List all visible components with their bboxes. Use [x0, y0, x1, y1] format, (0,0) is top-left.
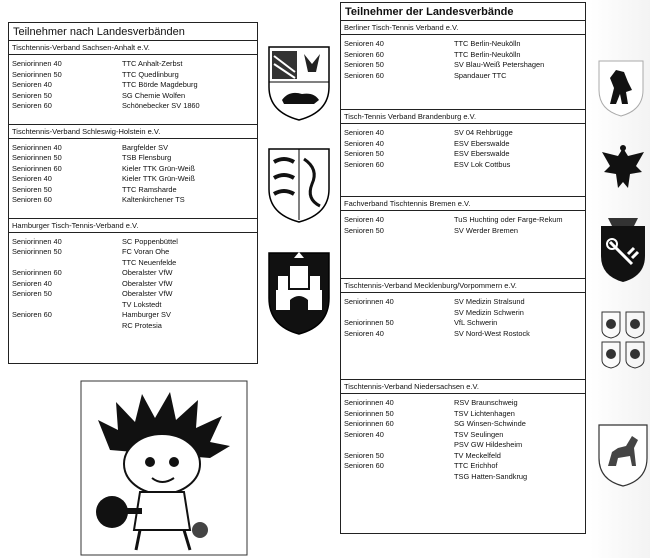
- club-name: FC Voran Ohe: [122, 247, 170, 256]
- club-name: TSV Seulingen: [454, 429, 504, 439]
- category-label: Senioren 60: [344, 461, 384, 470]
- club-name: Kieler TTK Grün-Weiß: [122, 163, 195, 173]
- club-name: Hamburger SV: [122, 310, 171, 319]
- section-title: Fachverband Tischtennis Bremen e.V.: [341, 196, 585, 211]
- section-rows: [341, 124, 585, 190]
- section-rows: [341, 394, 585, 502]
- category-label: Seniorinnen 50: [344, 408, 394, 418]
- participant-row: [344, 160, 582, 171]
- right-panel-title: Teilnehmer der Landesverbände: [341, 3, 585, 21]
- club-name: SV Medizin Stralsund: [454, 297, 525, 306]
- participant-row: [344, 139, 582, 150]
- participant-row: [344, 451, 582, 462]
- category-label: [12, 321, 122, 332]
- club-name: TSB Flensburg: [122, 153, 172, 162]
- club-name: TSG Hatten-Sandkrug: [454, 471, 528, 481]
- club-name: SV 04 Rehbrügge: [454, 128, 513, 137]
- club-name: RC Protesia: [122, 320, 162, 330]
- participant-row: [12, 70, 254, 81]
- participant-row: [12, 80, 254, 91]
- category-label: [12, 258, 122, 269]
- schleswig-holstein-crest-icon: [264, 144, 334, 224]
- category-label: Seniorinnen 50: [12, 69, 62, 79]
- participant-row: [344, 39, 582, 50]
- category-label: Senioren 40: [344, 138, 384, 148]
- club-name: TV Meckelfeld: [454, 450, 501, 460]
- category-label: Seniorinnen 40: [12, 142, 62, 152]
- category-label: Seniorinnen 60: [12, 268, 62, 277]
- category-label: Senioren 50: [344, 225, 384, 235]
- club-name: TTC Quedlinburg: [122, 69, 179, 79]
- category-label: Senioren 60: [344, 159, 384, 169]
- participant-row: [12, 143, 254, 154]
- category-label: [344, 472, 454, 483]
- club-name: TTC Börde Magdeburg: [122, 80, 198, 89]
- participant-row: [344, 215, 582, 226]
- category-label: Senioren 40: [344, 328, 384, 338]
- brandenburg-eagle-crest-icon: [598, 138, 648, 198]
- club-name: SV Nord-West Rostock: [454, 328, 530, 338]
- category-label: Seniorinnen 50: [344, 318, 394, 327]
- section-rows: [341, 35, 585, 103]
- club-name: SV Werder Bremen: [454, 225, 518, 235]
- club-name: SC Poppenbüttel: [122, 236, 178, 246]
- participant-row: [12, 247, 254, 258]
- participant-row: [12, 321, 254, 332]
- participant-row: [344, 472, 582, 483]
- category-label: Senioren 50: [12, 289, 52, 298]
- participant-row: [12, 289, 254, 300]
- club-name: SG Winsen-Schwinde: [454, 419, 526, 428]
- participant-row: [344, 308, 582, 319]
- section-rows: [341, 293, 585, 373]
- category-label: Senioren 40: [344, 39, 384, 48]
- category-label: Senioren 50: [344, 450, 384, 460]
- left-panel-title: Teilnehmer nach Landesverbänden: [9, 23, 257, 41]
- left-participants-panel: [8, 22, 258, 364]
- club-name: TTC Ramsharde: [122, 184, 177, 194]
- participant-row: [344, 297, 582, 308]
- berlin-bear-crest-icon: [596, 58, 646, 118]
- category-label: Seniorinnen 40: [12, 59, 62, 68]
- club-name: TV Lokstedt: [122, 299, 162, 309]
- section-title: Tischtennis-Verband Mecklenburg/Vorpommern e.V.: [341, 278, 585, 293]
- category-label: Senioren 50: [12, 90, 52, 100]
- category-label: Senioren 40: [12, 174, 52, 183]
- participant-row: [344, 50, 582, 61]
- participant-row: [12, 101, 254, 112]
- club-name: ESV Eberswalde: [454, 138, 510, 148]
- category-label: Senioren 50: [12, 184, 52, 194]
- participant-row: [344, 419, 582, 430]
- participant-row: [344, 60, 582, 71]
- category-label: Senioren 60: [344, 49, 384, 59]
- table-tennis-mascot-illustration: [80, 380, 248, 556]
- category-label: Seniorinnen 40: [344, 297, 394, 306]
- club-name: SV Blau-Weiß Petershagen: [454, 60, 545, 69]
- category-label: Senioren 60: [12, 195, 52, 204]
- participant-row: [344, 329, 582, 340]
- section-title: Hamburger Tisch-Tennis-Verband e.V.: [9, 218, 257, 233]
- participant-row: [12, 310, 254, 321]
- category-label: Senioren 60: [12, 310, 52, 319]
- section-rows: [341, 211, 585, 272]
- category-label: [344, 308, 454, 319]
- club-name: TTC Anhalt-Zerbst: [122, 59, 183, 68]
- category-label: Seniorinnen 40: [12, 236, 62, 246]
- club-name: ESV Lok Cottbus: [454, 159, 511, 169]
- club-name: TSV Lichtenhagen: [454, 408, 515, 418]
- category-label: Senioren 40: [12, 278, 52, 288]
- category-label: Seniorinnen 60: [344, 419, 394, 428]
- club-name: Oberalster VfW: [122, 268, 173, 277]
- bremen-key-crest-icon: [598, 214, 648, 284]
- club-name: SG Chemie Wolfen: [122, 90, 186, 100]
- section-rows: [9, 55, 257, 118]
- club-name: TTC Berlin-Neukölln: [454, 49, 521, 59]
- category-label: [344, 440, 454, 451]
- participant-row: [12, 91, 254, 102]
- section-rows: [9, 139, 257, 212]
- club-name: TTC Berlin-Neukölln: [454, 39, 521, 48]
- participant-row: [344, 226, 582, 237]
- section-title: Tischtennis-Verband Niedersachsen e.V.: [341, 379, 585, 394]
- section-title: Tisch-Tennis Verband Brandenburg e.V.: [341, 109, 585, 124]
- category-label: Senioren 40: [344, 215, 384, 224]
- category-label: Seniorinnen 40: [344, 398, 394, 407]
- participant-row: [12, 237, 254, 248]
- section-title: Tischtennis-Verband Schleswig-Holstein e.V.: [9, 124, 257, 139]
- niedersachsen-horse-crest-icon: [596, 422, 650, 488]
- category-label: Senioren 40: [12, 80, 52, 89]
- participant-row: [12, 174, 254, 185]
- participant-row: [344, 128, 582, 139]
- mecklenburg-vorpommern-crest-icon: [596, 306, 650, 372]
- sachsen-anhalt-crest-icon: [264, 42, 334, 122]
- club-name: PSV GW Hildesheim: [454, 440, 523, 449]
- club-name: TTC Neuenfelde: [122, 257, 177, 267]
- participant-row: [12, 153, 254, 164]
- section-title: Tischtennis-Verband Sachsen-Anhalt e.V.: [9, 41, 257, 55]
- category-label: Senioren 50: [344, 60, 384, 69]
- category-label: Senioren 40: [344, 429, 384, 439]
- club-name: Spandauer TTC: [454, 70, 507, 80]
- category-label: Senioren 50: [344, 149, 384, 158]
- club-name: VfL Schwerin: [454, 318, 498, 327]
- club-name: Bargfelder SV: [122, 142, 169, 152]
- club-name: TTC Erichhof: [454, 461, 498, 470]
- participant-row: [344, 71, 582, 82]
- participant-row: [12, 185, 254, 196]
- category-label: Senioren 60: [344, 70, 384, 80]
- participant-row: [344, 440, 582, 451]
- club-name: Oberalster VfW: [122, 278, 173, 288]
- participant-row: [344, 398, 582, 409]
- category-label: Seniorinnen 50: [12, 247, 62, 256]
- category-label: [12, 300, 122, 311]
- participant-row: [12, 300, 254, 311]
- participant-row: [344, 430, 582, 441]
- right-participants-panel: [340, 2, 586, 534]
- club-name: Schönebecker SV 1860: [122, 101, 200, 110]
- category-label: Seniorinnen 60: [12, 163, 62, 173]
- club-name: RSV Braunschweig: [454, 398, 518, 407]
- participant-row: [344, 318, 582, 329]
- participant-row: [12, 59, 254, 70]
- participant-row: [344, 149, 582, 160]
- category-label: Senioren 40: [344, 128, 384, 137]
- club-name: Kieler TTK Grün-Weiß: [122, 174, 195, 183]
- participant-row: [12, 195, 254, 206]
- club-name: Kaltenkirchener TS: [122, 195, 185, 204]
- participant-row: [344, 409, 582, 420]
- club-name: ESV Eberswalde: [454, 149, 510, 158]
- club-name: Oberalster VfW: [122, 289, 173, 298]
- participant-row: [12, 279, 254, 290]
- participant-row: [344, 461, 582, 472]
- participant-row: [12, 164, 254, 175]
- section-rows: [9, 233, 257, 338]
- participant-row: [12, 268, 254, 279]
- participant-row: [12, 258, 254, 269]
- club-name: TuS Huchting oder Farge-Rekum: [454, 215, 563, 224]
- club-name: SV Medizin Schwerin: [454, 307, 524, 317]
- category-label: Senioren 60: [12, 101, 52, 110]
- hamburg-crest-icon: [264, 248, 334, 338]
- section-title: Berliner Tisch-Tennis Verband e.V.: [341, 21, 585, 35]
- category-label: Seniorinnen 50: [12, 153, 62, 162]
